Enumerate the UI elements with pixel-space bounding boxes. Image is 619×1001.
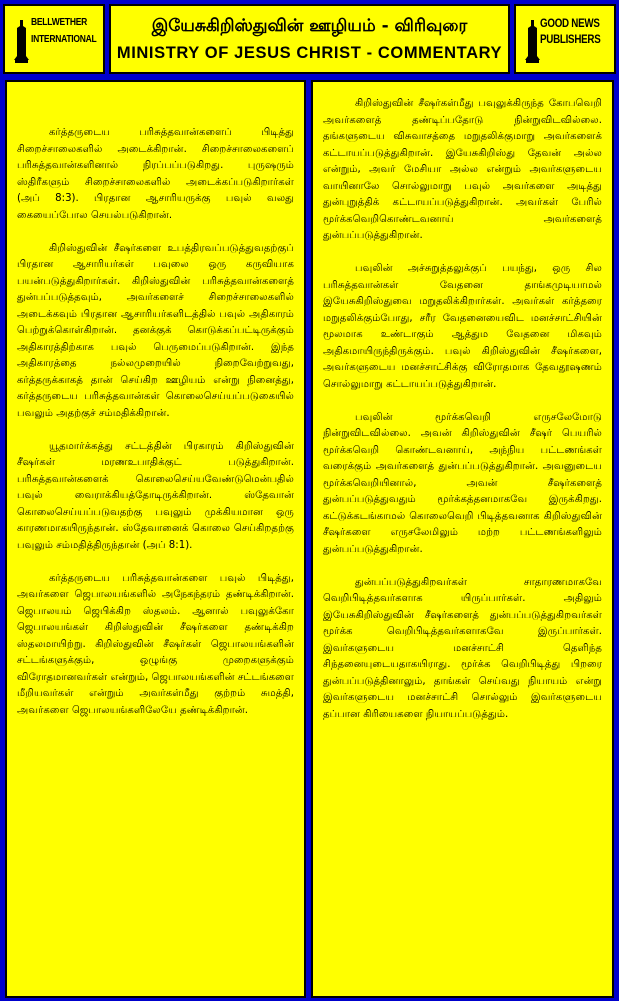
paragraph: கர்த்தருடைய பரிசுத்தவான்களை பவுல் பிடித்து, அவர்களை ஜெபாலயங்களில் அநேகந்தரம் தண்டிக்கிறான். ஜெபாலயம் ஜெபிக்கிற ஸ்தலம். ஆனால் பவுலுக்கோ ஜெபாலயங்கள் கிறிஸ்துவின் சீஷர்களை தண்டிக்கிற ஸ்தலமாயிற்று. கிறிஸ்துவின் சீஷர்கள் ஜெபாலயங்களின் சட்டங்களுக்கும், ஒழுங்கு முறைகளுக்கும் விரோதமானவர்கள் என்றும், ஜெபாலயங்களின் சட்டங்களை மீறியவர்கள் என்றும் அவர்கள்மீது குற்றம் சுமத்தி, அவர்களை ஜெபாலயங்களிலேயே தண்டிக்கிறான். xyxy=(17,572,294,716)
publisher-left-line2: INTERNATIONAL xyxy=(31,34,97,45)
right-column xyxy=(311,80,614,998)
publisher-right-name xyxy=(540,16,600,48)
publisher-logo-right xyxy=(514,4,616,74)
left-column xyxy=(5,80,306,998)
title-tamil: இயேசுகிறிஸ்துவின் ஊழியம் - விரிவுரை xyxy=(151,16,468,36)
paragraph: யூதமார்க்கத்து சட்டத்தின் பிரகாரம் கிறிஸ்துவின் சீஷர்கள் மரணஉபாதிக்குட் படுத்துகிறான். பரிசுத்தவான்களைக் கொலைசெய்யவேண்டுமென்பதில் பவுல் வைராக்கியத்தோடிருக்கிறான். ஸ்தேவான் கொலைசெய்யப்படுவதற்கு பவுலும் முக்கியமான ஒரு காரணமாகயிருந்தான். ஸ்தேவானைக் கொலை செய்கிறதற்கு பவுலும் சம்மதித்திருந்தான் (அப் 8:1). xyxy=(17,440,294,551)
paragraph: கிறிஸ்துவின் சீஷர்களை உபத்திரவப்படுத்துவதற்குப் பிரதான ஆசாரியர்கள் பவுலை ஒரு கருவியாக பயன்படுத்துகிறார்கள். கிறிஸ்துவின் பரிசுத்தவான்களைத் துன்பப்படுத்தவும், அவர்களைச் சிறைச்சாலைகளில் அடைக்கவும் பிரதான ஆசாரியர்களிடத்தில் பவுல் அதிகாரம் பெற்றுக்கொள்கிறான். தனக்குக் கொடுக்கப்பட்டிருக்கும் அதிகாரத்திற்காக பவுல் பெருமைப்படுகிறான். இந்த அதிகாரத்தை நல்லமுறையில் நிறைவேற்றுவது, கர்த்தருக்காகத் தான் செய்கிற ஊழியம் என்று நினைத்து, கர்த்தருடைய பரிசுத்தவான்கள் கொலைசெய்யப்படுகையில் பவலும் அதற்குச் சம்மதிக்கிறான். xyxy=(17,242,294,419)
publisher-right-line1: GOOD NEWS xyxy=(540,18,600,30)
title-english: MINISTRY OF JESUS CHRIST - COMMENTARY xyxy=(116,44,503,62)
right-column-text xyxy=(323,96,602,740)
page-header xyxy=(0,0,619,78)
paragraph: கிறிஸ்துவின் சீஷர்கள்மீது பவுலுக்கிருந்த கோபவெறி அவர்களைத் தண்டிப்பதோடு நின்றுவிடவில்லை. தங்களுடைய விசுவாசத்தை மறுதலிக்குமாறு அவர்களைக் கட்டாயப்படுத்துகிறான். இயேசுகிறிஸ்து தேவன் அல்ல என்றும், அவர் மேசியா அல்ல என்றும் அவர்களுடைய வாயினாலே சொல்லுமாறு பவுல் அவர்களை அடித்து துன்புறுத்திக் கட்டாயப்படுத்துகிறான். அவர்கள் பேரில் மூர்க்கவெறிகொண்டவனாய் அவர்களைத் துன்பப்படுத்துகிறான். xyxy=(323,98,602,241)
paragraph: பவுலின் அச்சுறுத்தலுக்குப் பயந்து, ஒரு சில பரிசுத்தவான்கள் வேதனை தாங்கமுடியாமல் இயேசுகிறிஸ்துவை மறுதலிக்கிறார்கள். அவர்கள் கர்த்தரை மறுதலிக்கும்போது, சரீர வேதனையைவிட மனச்சாட்சியின் மூலமாக உண்டாகும் ஆத்தும வேதனை மிகவும் அதிகமாயிருந்திருக்கும். பவுல் கிறிஸ்துவின் சீஷர்களை, அவர்களுடைய மனச்சாட்சிக்கு விரோதமாக தேவதூஷணம் சொல்லுமாறு கட்டாயப்படுத்துகிறான். xyxy=(323,263,602,390)
publisher-logo-left xyxy=(3,4,105,74)
publisher-left-line1: BELLWETHER xyxy=(31,17,88,28)
paragraph: துன்பப்படுத்துகிறவர்கள் சாதாரணமாகவே வெறிபிடித்தவர்களாக யிருப்பார்கள். அதிலும் இயேசுகிறிஸ்துவின் சீஷர்களைத் துன்பப்படுத்துகிறவர்கள் மூர்க்க வெறிபிடித்தவர்களாகவே இருப்பார்கள். இவர்களுடைய மனச்சாட்சி தெளிந்த சிந்தனையுடையதாகயிராது. மூர்க்க வெறிபிடித்து பிறரை துன்பப்படுத்தினாலும், தாங்கள் செய்வது நியாயம் என்று இவர்களுடைய மனச்சாட்சி சொல்லும் இவர்களுடைய தப்பான கிரியைகளை நியாயப்படுத்தும். xyxy=(323,576,602,720)
paragraph: கர்த்தருடைய பரிசுத்தவான்களைப் பிடித்து சிறைச்சாலைகளில் அடைக்கிறான். சிறைச்சாலைகளைப் பரிசுத்தவான்களினால் நிரப்பப்படுகிறது. புருஷரும் ஸ்திரீகளும் சிறைச்சாலைகளில் அடைக்கப்படுகிறார்கள் (அப் 8:3). பிரதான ஆசாரியருக்கு பவுல் வலது கையைப்போல செயல்படுகிறான். xyxy=(17,127,294,221)
publisher-left-name xyxy=(31,14,96,48)
left-column-text xyxy=(17,125,294,736)
title-box xyxy=(109,4,510,74)
publisher-right-line2: PUBLISHERS xyxy=(540,34,601,46)
paragraph: பவுலின் மூர்க்கவெறி எருசலேமோடு நின்றுவிடவில்லை. அவன் கிறிஸ்துவின் சீஷர் பெயரில் மூர்க்கவெறி கொண்டவனாய், அந்நிய பட்டணங்கள் வரைக்கும் அவர்களைத் துன்பப்படுத்துகிறான். அவனுடைய மூர்க்கவெறியினால், அவன் சீஷர்களைத் துன்பப்படுத்துவதும் மூர்க்கத்தனமாகவே இருக்கிறது. கட்டுக்கடங்காமல் கொலைவெறி பிடித்தவனாக கிறிஸ்துவின் சீஷர்களை எருசலேமிலும் மற்ற பட்டணங்களிலும் துன்பப்படுத்துகிறான். xyxy=(323,411,602,555)
